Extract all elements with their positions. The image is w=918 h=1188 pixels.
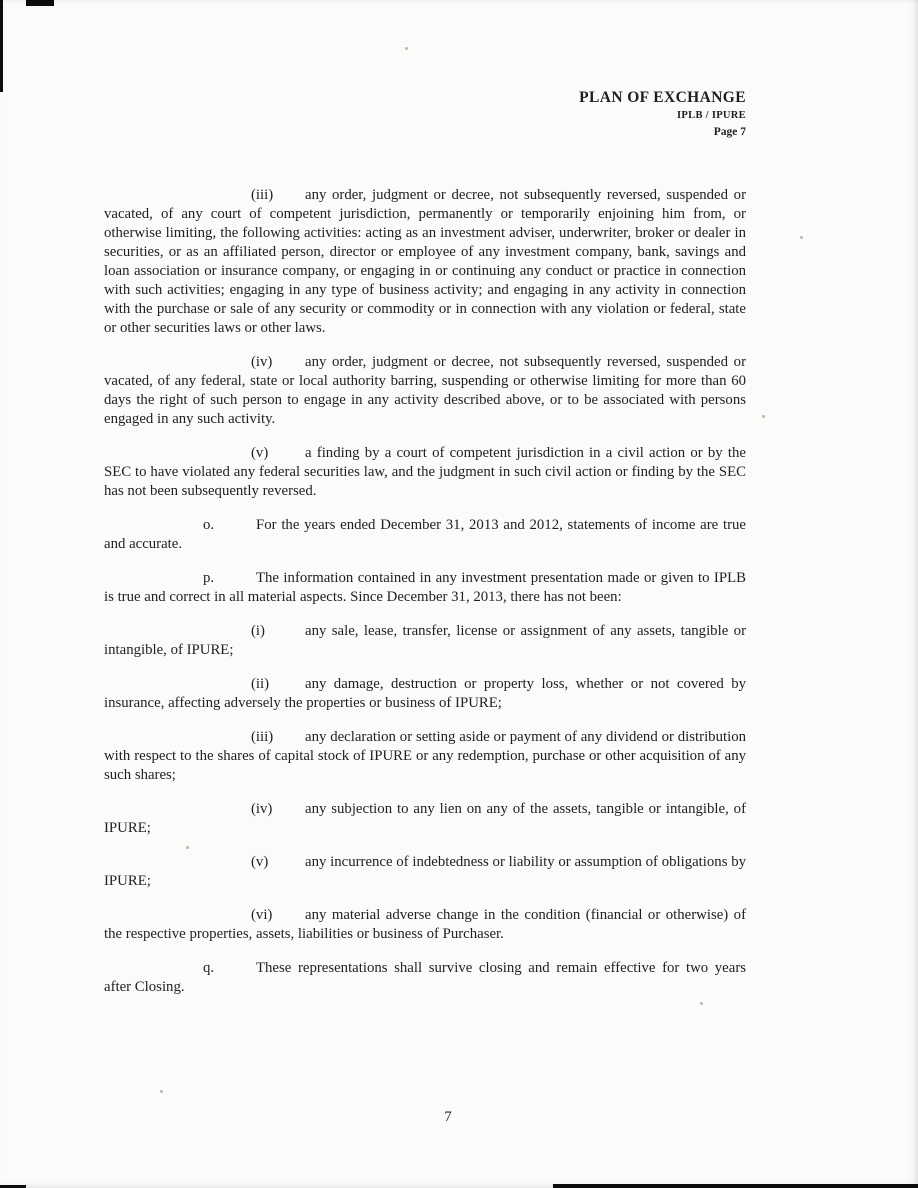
- scan-speck: [160, 1090, 163, 1093]
- document-title: PLAN OF EXCHANGE: [579, 89, 746, 106]
- paragraph-label: (v): [251, 854, 269, 870]
- footer-page-number: 7: [444, 1109, 452, 1125]
- scan-speck: [800, 236, 803, 239]
- scan-speck: [405, 47, 408, 50]
- paragraph-text: any subjection to any lien on any of the assets, tangible or intangible, of IPURE;: [104, 801, 746, 836]
- paragraph-text: any material adverse change in the condition (financial or otherwise) of the respective properties, assets, liabilities or business of Purchaser.: [104, 907, 746, 942]
- paragraph: [104, 959, 746, 997]
- header-page-label: Page 7: [713, 125, 746, 138]
- scan-speck: [762, 415, 765, 418]
- paragraph: [104, 622, 746, 660]
- paragraph-label: (iv): [251, 801, 273, 817]
- paragraph-label: (ii): [251, 676, 270, 692]
- paragraph-label: (iii): [251, 729, 274, 745]
- paragraph-text: a finding by a court of competent jurisdiction in a civil action or by the SEC to have violated any federal securities law, and the judgment in such civil action or finding by the SEC has not been subsequently reversed.: [104, 445, 746, 499]
- scan-artifact: [0, 0, 3, 92]
- paragraph: [104, 906, 746, 944]
- paragraph: [104, 853, 746, 891]
- paragraph: [104, 569, 746, 607]
- paragraph: [104, 800, 746, 838]
- paragraph-label: (iii): [251, 187, 274, 203]
- paragraph-text: any sale, lease, transfer, license or assignment of any assets, tangible or intangible, of IPURE;: [104, 623, 746, 658]
- scan-artifact: [553, 1184, 918, 1188]
- paragraph: [104, 728, 746, 785]
- paragraph-label: (v): [251, 445, 269, 461]
- paragraph: [104, 675, 746, 713]
- paragraph: [104, 516, 746, 554]
- paragraph-label: p.: [203, 570, 215, 586]
- document-subtitle: IPLB / IPURE: [677, 110, 746, 122]
- paragraph-text: any order, judgment or decree, not subsequently reversed, suspended or vacated, of any federal, state or local authority barring, suspending or otherwise limiting for more than 60 days the right of such person to engage in any activity described above, or to be associated with persons engaged in any such activity.: [104, 354, 746, 427]
- paragraph-label: q.: [203, 960, 215, 976]
- paragraph-text: any incurrence of indebtedness or liability or assumption of obligations by IPURE;: [104, 854, 746, 889]
- paragraph: [104, 444, 746, 501]
- paragraph: [104, 353, 746, 429]
- document-header: [579, 88, 746, 139]
- scan-artifact: [26, 0, 54, 6]
- paragraph-text: These representations shall survive closing and remain effective for two years after Closing.: [104, 960, 746, 995]
- paragraph-text: any damage, destruction or property loss, whether or not covered by insurance, affecting adversely the properties or business of IPURE;: [104, 676, 746, 711]
- paragraph-label: (i): [251, 623, 265, 639]
- paragraph: [104, 186, 746, 338]
- document-body: [104, 186, 746, 1012]
- paragraph-label: (iv): [251, 354, 273, 370]
- paragraph-text: any declaration or setting aside or payment of any dividend or distribution with respect to the shares of capital stock of IPURE or any redemption, purchase or other acquisition of any such shares;: [104, 729, 746, 783]
- paragraph-text: The information contained in any investment presentation made or given to IPLB is true and correct in all material aspects. Since December 31, 2013, there has not been:: [104, 570, 746, 605]
- paragraph-label: o.: [203, 517, 215, 533]
- paragraph-text: For the years ended December 31, 2013 and 2012, statements of income are true and accurate.: [104, 517, 746, 552]
- paragraph-label: (vi): [251, 907, 273, 923]
- paragraph-text: any order, judgment or decree, not subsequently reversed, suspended or vacated, of any court of competent jurisdiction, permanently or temporarily enjoining him from, or otherwise limiting, the following activities: acting as an investment adviser, underwriter, broker or dealer in securities, or as an affiliated person, director or employee of any investment company, bank, savings and loan association or insurance company, or engaging in or continuing any conduct or practice in connection with such activities; engaging in any type of business activity; and engaging in any activity in connection with the purchase or sale of any security or commodity or in connection with any violation or federal, state or other securities laws or other laws.: [104, 187, 746, 336]
